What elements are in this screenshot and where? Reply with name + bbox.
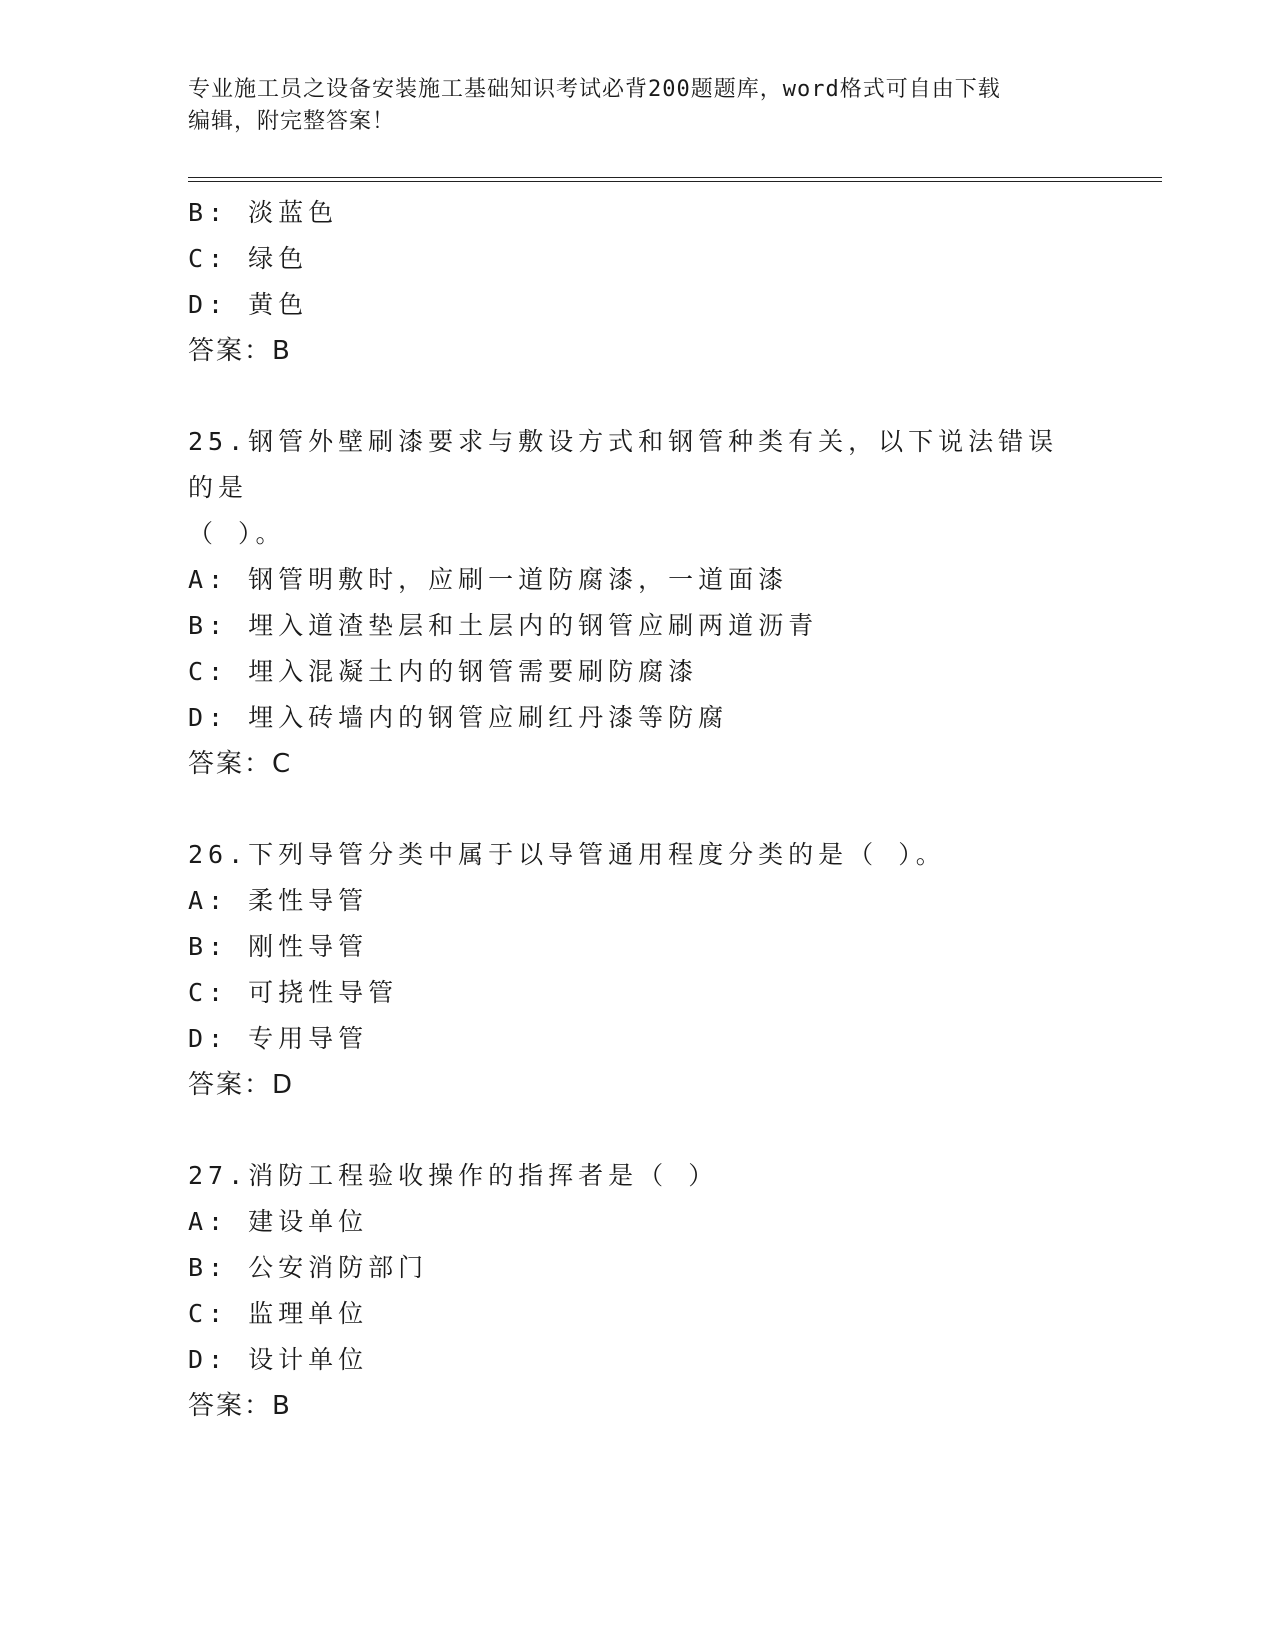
option-d: D: 埋入砖墙内的钢管应刷红丹漆等防腐: [188, 703, 729, 732]
answer-line: 答案：B: [188, 336, 292, 366]
option-c: C: 埋入混凝土内的钢管需要刷防腐漆: [188, 657, 699, 686]
document-header: [188, 74, 1088, 138]
answer-line: 答案：D: [188, 1070, 295, 1100]
spacer: [188, 787, 1088, 832]
question-stem: 26.下列导管分类中属于以导管通用程度分类的是（ ）。: [188, 840, 946, 869]
question-27: [188, 1153, 1088, 1429]
question-stem-continued: （ ）。: [188, 519, 286, 548]
option-b: B: 埋入道渣垫层和土层内的钢管应刷两道沥青: [188, 611, 819, 640]
option-a: A: 柔性导管: [188, 886, 369, 915]
question-stem: 27.消防工程验收操作的指挥者是（ ）: [188, 1161, 719, 1190]
header-line-1: 专业施工员之设备安装施工基础知识考试必背200题题库，word格式可自由下载: [188, 77, 1001, 102]
question-stem: 25.钢管外壁刷漆要求与敷设方式和钢管种类有关，以下说法错误的是: [188, 427, 1059, 502]
option-a: A: 钢管明敷时，应刷一道防腐漆，一道面漆: [188, 565, 789, 594]
answer-line: 答案：B: [188, 1391, 292, 1421]
option-d: D: 专用导管: [188, 1024, 369, 1053]
answer-line: 答案：C: [188, 749, 293, 779]
question-25: [188, 419, 1088, 787]
option-b: B: 刚性导管: [188, 932, 369, 961]
header-divider: [188, 177, 1162, 182]
option-b: B: 淡蓝色: [188, 198, 339, 227]
option-d: D: 设计单位: [188, 1345, 369, 1374]
option-d: D: 黄色: [188, 290, 309, 319]
option-c: C: 监理单位: [188, 1299, 369, 1328]
document-body: [188, 190, 1088, 1429]
option-b: B: 公安消防部门: [188, 1253, 429, 1282]
prev-question: [188, 190, 1088, 374]
option-c: C: 可挠性导管: [188, 978, 399, 1007]
spacer: [188, 374, 1088, 419]
header-line-2: 编辑，附完整答案！: [188, 109, 396, 134]
option-c: C: 绿色: [188, 244, 309, 273]
spacer: [188, 1108, 1088, 1153]
question-26: [188, 832, 1088, 1108]
option-a: A: 建设单位: [188, 1207, 369, 1236]
